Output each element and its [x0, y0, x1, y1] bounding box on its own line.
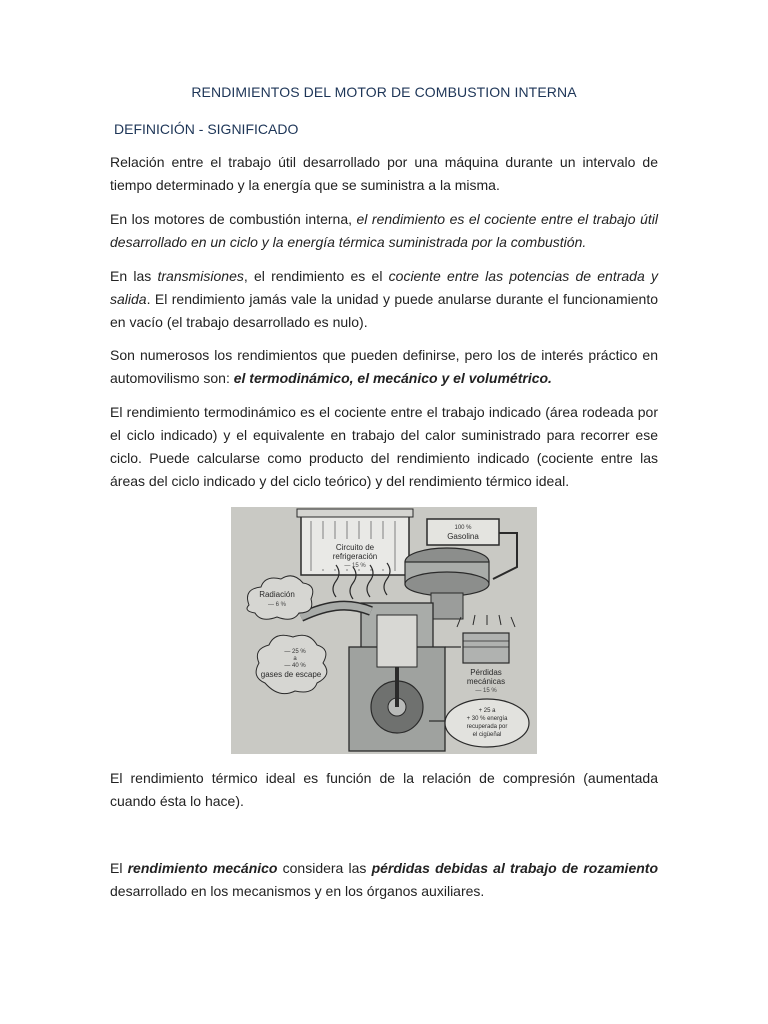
document-title: RENDIMIENTOS DEL MOTOR DE COMBUSTION INTERNA	[191, 84, 577, 100]
p3-text-3: . El rendimiento jamás vale la unidad y puede anularse durante el funcionamiento en vacío (el trabajo desarrollado es nulo).	[110, 291, 658, 330]
p3-italic-2: cociente entre las potencias de entrada y salida	[110, 268, 658, 307]
radiacion-pct-label: — 6 %	[267, 602, 287, 608]
paragraph-transmisiones	[110, 265, 658, 334]
paragraph-mecanico	[110, 857, 658, 903]
perdidas-label: Pérdidas	[470, 668, 502, 677]
p7-bold-italic-2: pérdidas debidas al trabajo de rozamiento	[371, 860, 658, 876]
p7-text-1: El	[110, 860, 128, 876]
paragraph-definition: Relación entre el trabajo útil desarrollado por una máquina durante un intervalo de tiempo determinado y la energía que se suministra a la misma.	[110, 154, 658, 193]
paragraph-termodinamico: El rendimiento termodinámico es el cociente entre el trabajo indicado (área rodeada por el ciclo indicado) y el equivalente en trabajo del calor suministrado para recorrer ese ciclo. Puede calcularse como producto del rendimiento indicado (cociente entre las áreas del ciclo indicado y del ciclo teórico) y del rendimiento térmico ideal.	[110, 404, 658, 489]
p3-italic-1: transmisiones	[157, 268, 244, 284]
engine-energy-figure	[231, 507, 537, 754]
gasolina-pct-label: 100 %	[454, 525, 472, 531]
recuperada-2-label: + 30 % energía	[466, 716, 508, 722]
radiacion-label: Radiación	[259, 590, 295, 599]
p2-text: En los motores de combustión interna,	[110, 211, 357, 227]
gases-pct-1-label: — 25 %	[284, 649, 306, 655]
paragraph-termico-ideal: El rendimiento térmico ideal es función de la relación de compresión (aumentada cuando ésta lo hace).	[110, 770, 658, 809]
section-subtitle: DEFINICIÓN - SIGNIFICADO	[114, 121, 299, 137]
engine-energy-diagram-icon	[231, 507, 537, 754]
p7-text-3: desarrollado en los mecanismos y en los órganos auxiliares.	[110, 883, 485, 899]
p7-text-2: considera las	[277, 860, 372, 876]
gases-label: gases de escape	[260, 670, 322, 679]
recuperada-3-label: recuperada por	[466, 724, 508, 730]
gasolina-label: Gasolina	[447, 532, 479, 541]
mecanicas-label: mecánicas	[466, 677, 506, 686]
circuito-label: Circuito de	[335, 543, 375, 552]
p3-text-1: En las	[110, 268, 158, 284]
recuperada-1-label: + 25 a	[478, 708, 496, 714]
gases-pct-3-label: — 40 %	[284, 663, 306, 669]
recuperada-4-label: el cigüeñal	[472, 732, 502, 738]
paragraph-rendimientos	[110, 344, 658, 390]
p3-text-2: , el rendimiento es el	[243, 268, 389, 284]
refrigeracion-label: refrigeración	[332, 552, 378, 561]
p7-bold-italic-1: rendimiento mecánico	[127, 860, 278, 876]
p2-italic: el rendimiento es el cociente entre el trabajo útil desarrollado en un ciclo y la energía térmica suministrada por la combustión.	[110, 211, 658, 250]
perdidas-pct-label: — 15 %	[475, 688, 497, 694]
paragraph-combustion	[110, 208, 658, 254]
p4-text: Son numerosos los rendimientos que pueden definirse, pero los de interés práctico en automovilismo son:	[110, 347, 658, 386]
circuito-pct-label: — 15 %	[344, 563, 366, 569]
gases-pct-2-label: a	[293, 656, 297, 662]
p4-bold-italic: el termodinámico, el mecánico y el volumétrico.	[233, 370, 552, 386]
